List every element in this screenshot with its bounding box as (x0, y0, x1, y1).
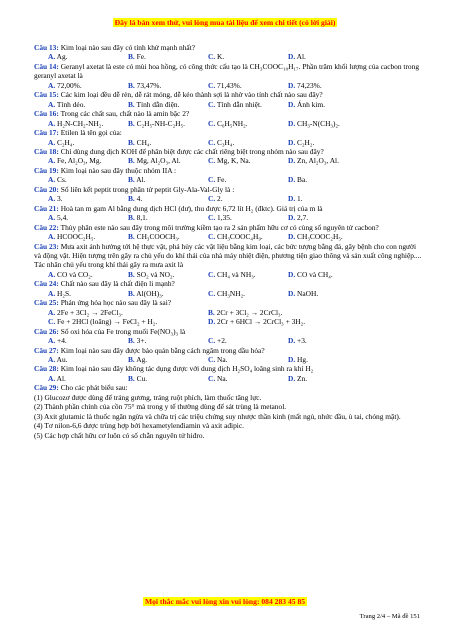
question-stem (34, 279, 422, 288)
question-number: Câu 15: (34, 90, 59, 100)
option-text: C₆H₅NH₂. (217, 118, 248, 128)
option-letter: A. (48, 194, 56, 204)
question-stem (34, 204, 422, 213)
option-text: Al. (136, 175, 146, 185)
answer-option (48, 232, 128, 241)
option-text: 2Fe + 3Cl₂ → 2FeCl₃. (57, 307, 123, 317)
option-text: CH₃COOC₂H₅. (297, 232, 343, 242)
answer-option (208, 175, 288, 184)
question-stem (34, 298, 422, 307)
answer-option (288, 81, 368, 90)
option-text: 72,00%. (57, 80, 82, 90)
answer-option (208, 194, 288, 203)
statement-item: (4) Tơ nilon-6,6 được trùng hợp bởi hexametylenđiamin và axit ađipic. (34, 421, 244, 431)
option-text: 73,47%. (136, 80, 162, 90)
option-text: Fe. (136, 52, 146, 62)
answer-options (34, 138, 422, 147)
option-letter: C. (208, 118, 216, 128)
question-number: Câu 14: (34, 61, 59, 71)
answer-option (48, 138, 128, 147)
answer-option (128, 194, 208, 203)
option-letter: D. (288, 99, 296, 109)
option-letter: B. (128, 288, 135, 298)
option-letter: D. (288, 80, 296, 90)
statement-item: (1) Glucozơ được dùng để tráng gương, tráng ruột phích, làm thuốc tăng lực. (34, 392, 262, 402)
option-text: Cs. (57, 175, 67, 185)
option-text: Na. (217, 373, 228, 383)
answer-options (34, 374, 422, 383)
answer-option (48, 194, 128, 203)
option-letter: B. (128, 156, 135, 166)
answer-option (48, 175, 128, 184)
question-number: Câu 25: (34, 298, 59, 308)
option-letter: B. (128, 232, 135, 242)
answer-option (128, 374, 208, 383)
question-text: Số liên kết peptit trong phân tử peptit Gly-Ala-Val-Gly là : (60, 184, 235, 194)
answer-option (48, 355, 128, 364)
question-number: Câu 22: (34, 222, 59, 232)
option-text: HCOOC₂H₅. (57, 232, 96, 242)
option-letter: A. (48, 373, 56, 383)
option-text: C₃H₄. (217, 137, 235, 147)
answer-option (288, 355, 368, 364)
option-letter: B. (128, 175, 135, 185)
option-text: 74,23%. (297, 80, 322, 90)
answer-option (48, 52, 128, 61)
question-stem (34, 43, 422, 52)
statement-item: (5) Các hợp chất hữu cơ luôn có số chẵn nguyên tử hiđro. (34, 430, 205, 440)
option-letter: B. (128, 269, 135, 279)
answer-option (48, 308, 208, 317)
option-letter: A. (48, 336, 56, 346)
question-stem (34, 62, 422, 81)
preview-notice-text: Đây là bản xem thử, vui lòng mua tài liệu để xem chi tiết (có lời giải) (114, 18, 336, 27)
question-number: Câu 20: (34, 184, 59, 194)
question-number: Câu 13: (34, 43, 59, 52)
question-text: Chỉ dùng dung dịch KOH để phân biệt được các chất riêng biệt trong nhóm nào sau đây? (60, 146, 324, 156)
option-text: CH₃COOCH₃. (136, 232, 180, 242)
answer-option (128, 232, 208, 241)
contact-notice-text: Mọi thắc mắc vui lòng xin vui lòng: 084 283 45 85 (144, 597, 306, 606)
option-text: 2,7. (297, 213, 309, 223)
question-number: Câu 29: (34, 383, 59, 393)
option-letter: B. (128, 354, 135, 364)
option-text: NaOH. (297, 288, 319, 298)
option-text: Fe, Al₂O₃, Mg. (57, 156, 102, 166)
option-letter: D. (208, 317, 216, 327)
option-letter: A. (48, 213, 56, 223)
option-text: H₂S. (57, 288, 71, 298)
answer-option (48, 119, 128, 128)
option-letter: B. (128, 213, 135, 223)
answer-options (34, 336, 422, 345)
answer-option (288, 336, 368, 345)
option-text: Cu. (136, 373, 148, 383)
answer-option (288, 100, 368, 109)
answer-option (208, 100, 288, 109)
question-stem (34, 327, 422, 336)
option-text: 2. (217, 194, 223, 204)
question-text: Etilen là tên gọi của: (60, 128, 122, 138)
question-number: Câu 21: (34, 203, 59, 213)
answer-option (208, 270, 288, 279)
option-letter: C. (208, 52, 216, 62)
option-letter: C. (208, 336, 216, 346)
option-letter: C. (208, 269, 216, 279)
option-text: CH₄ và NH₃. (217, 269, 256, 279)
question-stem (34, 223, 422, 232)
answer-option (208, 81, 288, 90)
question-number: Câu 19: (34, 165, 59, 175)
option-letter: D. (288, 269, 296, 279)
answer-option (288, 175, 368, 184)
question-number: Câu 27: (34, 345, 59, 355)
answer-options (34, 52, 422, 61)
option-letter: B. (128, 373, 135, 383)
question-text: Kim loại nào sau đây không tác dụng được với dung dịch H₂SO₄ loãng sinh ra khí H₂ (60, 364, 314, 374)
option-text: 1. (297, 194, 303, 204)
answer-option (128, 100, 208, 109)
question-stem (34, 242, 422, 270)
option-text: SO₂ và NO₂. (136, 269, 175, 279)
answer-option (48, 81, 128, 90)
option-letter: A. (48, 307, 56, 317)
answer-options (34, 308, 422, 327)
option-letter: D. (288, 288, 296, 298)
option-letter: C. (208, 194, 216, 204)
option-text: CO và CO₂. (57, 269, 93, 279)
option-letter: D. (288, 354, 296, 364)
option-text: CH₃COOC₄H₉. (217, 232, 263, 242)
option-letter: A. (48, 156, 56, 166)
option-text: CH₃NH₂. (217, 288, 245, 298)
option-text: 1,35. (217, 213, 232, 223)
question-number: Câu 28: (34, 364, 59, 374)
option-text: +4. (57, 336, 67, 346)
option-letter: D. (288, 373, 296, 383)
option-text: Na. (217, 354, 228, 364)
option-letter: D. (288, 137, 296, 147)
answer-options (34, 355, 422, 364)
answer-option (288, 138, 368, 147)
option-letter: C. (208, 288, 216, 298)
option-text: Tính dẻo. (56, 99, 86, 109)
option-letter: B. (208, 307, 215, 317)
answer-option (128, 336, 208, 345)
answer-option (288, 374, 368, 383)
option-text: C₂H₅-NH-C₂H₅. (136, 118, 185, 128)
option-text: Fe + 2HCl (loãng) → FeCl₂ + H₂. (57, 317, 158, 327)
question-stem (34, 383, 422, 392)
question-stem (34, 166, 422, 175)
answer-option (288, 119, 368, 128)
question-number: Câu 18: (34, 146, 59, 156)
answer-option (208, 336, 288, 345)
answer-option (48, 156, 128, 165)
option-text: 3. (57, 194, 63, 204)
answer-options (34, 289, 422, 298)
answer-option (288, 270, 368, 279)
option-text: Fe. (217, 175, 227, 185)
option-text: Tính dẫn điện. (136, 99, 180, 109)
question-number: Câu 24: (34, 279, 59, 289)
answer-option (208, 374, 288, 383)
answer-options (34, 213, 422, 222)
answer-option (128, 138, 208, 147)
answer-option (208, 355, 288, 364)
option-letter: C. (208, 175, 216, 185)
option-letter: C. (208, 80, 216, 90)
answer-option (48, 289, 128, 298)
answer-option (128, 81, 208, 90)
option-letter: D. (288, 52, 296, 62)
question-list (34, 43, 422, 440)
answer-option (288, 52, 368, 61)
question-text: Phản ứng hóa học nào sau đây là sai? (60, 298, 172, 308)
answer-options (34, 232, 422, 241)
option-text: Mg, Al₂O₃, Al. (136, 156, 181, 166)
answer-option (128, 175, 208, 184)
question-text: Thủy phân este nào sau đây trong môi trường kiềm tạo ra 2 sản phẩm hữu cơ có cùng số nguyên tử cacbon? (60, 222, 379, 232)
question-stem (34, 90, 422, 99)
option-text: 3+. (136, 336, 147, 346)
answer-option (48, 100, 128, 109)
option-letter: C. (208, 99, 216, 109)
option-letter: B. (128, 137, 135, 147)
option-letter: A. (48, 354, 56, 364)
answer-option (208, 289, 288, 298)
option-text: Ba. (297, 175, 308, 185)
option-letter: C. (208, 354, 216, 364)
question-text: Kim loại nào sau đây có tính khử mạnh nhất? (60, 43, 196, 52)
answer-options (34, 156, 422, 165)
option-letter: A. (48, 137, 56, 147)
option-letter: D. (288, 213, 296, 223)
option-text: +2. (217, 336, 227, 346)
option-letter: C. (208, 137, 216, 147)
option-text: H₂N-CH₂-NH₂. (57, 118, 104, 128)
question-text: Cho các phát biểu sau: (60, 383, 128, 393)
answer-option (48, 374, 128, 383)
option-text: Al. (296, 52, 306, 62)
option-text: Mg, K, Na. (217, 156, 251, 166)
option-letter: D. (288, 336, 296, 346)
option-text: Au. (56, 354, 68, 364)
answer-options (34, 194, 422, 203)
answer-option (128, 156, 208, 165)
option-text: 2Cr + 3Cl₂ → 2CrCl₃. (216, 307, 283, 317)
option-text: C₂H₄. (57, 137, 75, 147)
answer-option (288, 232, 368, 241)
answer-option (208, 317, 368, 326)
option-letter: D. (288, 175, 296, 185)
answer-options (34, 175, 422, 184)
option-letter: D. (288, 194, 296, 204)
option-letter: A. (48, 288, 56, 298)
question-text: Geranyl axetat là este có mùi hoa hồng, có công thức cấu tạo là CH₃COOC₁₀H₁₇. Phần trăm khối lượng của cacbon trong geranyl axetat là (34, 61, 420, 81)
question-text: Mưa axit ảnh hưởng tới hệ thực vật, phá hủy các vật liệu bằng kim loại, các bức tượng bằng đá, gây bệnh cho con người và động vật. Hiện tượng trên gây ra chủ yếu do khí thải của nhà máy nhiệt điện, phương tiện giao thông và sản xuất công nghiệp.... Tác nhân chủ yếu trong khí thải gây ra mưa axit là (34, 241, 422, 270)
statement-item: (3) Axit glutamic là thuốc ngăn ngừa và chữa trị các triệu chứng suy nhược thần kinh (mất ngủ, nhức đầu, ù tai, chóng mặt). (34, 411, 401, 421)
option-letter: A. (48, 118, 56, 128)
option-letter: D. (288, 232, 296, 242)
question-number: Câu 26: (34, 326, 59, 336)
answer-option (208, 232, 288, 241)
option-letter: A. (48, 175, 56, 185)
option-text: Hg. (297, 354, 308, 364)
option-text: 8,1. (136, 213, 148, 223)
answer-option (288, 194, 368, 203)
answer-options (34, 100, 422, 109)
option-text: C₂H₂. (297, 137, 315, 147)
page-number: Trang 2/4 – Mã đề 151 (359, 613, 420, 620)
preview-notice-banner (0, 18, 450, 28)
answer-option (128, 213, 208, 222)
answer-options (34, 119, 422, 128)
option-text: 2Cr + 6HCl → 2CrCl₃ + 3H₂. (217, 317, 306, 327)
option-text: Ag. (56, 52, 68, 62)
question-text: Kim loại nào sau đây thuộc nhóm IIA : (60, 165, 177, 175)
answer-option (48, 317, 208, 326)
option-text: 4. (136, 194, 143, 204)
answer-option (208, 308, 368, 317)
statement-item: (2) Thành phần chính của cồn 75° mà trong y tế thường dùng để sát trùng là metanol. (34, 402, 287, 412)
answer-options (34, 81, 422, 90)
answer-option (128, 289, 208, 298)
answer-options (34, 270, 422, 279)
answer-option (48, 213, 128, 222)
question-stem (34, 147, 422, 156)
option-text: CH₄. (136, 137, 152, 147)
answer-option (288, 213, 368, 222)
answer-option (288, 156, 368, 165)
option-letter: B. (128, 80, 135, 90)
question-stem (34, 364, 422, 373)
option-letter: A. (48, 269, 56, 279)
answer-option (288, 289, 368, 298)
option-text: 5,4. (57, 213, 69, 223)
option-letter: C. (48, 317, 56, 327)
option-letter: B. (128, 336, 135, 346)
answer-option (208, 138, 288, 147)
option-text: CO và CH₄. (297, 269, 333, 279)
option-letter: A. (48, 99, 56, 109)
question-number: Câu 23: (34, 241, 59, 251)
answer-option (48, 336, 128, 345)
answer-option (208, 213, 288, 222)
option-letter: B. (128, 118, 135, 128)
option-text: CH₃-N(CH₃)₂. (297, 118, 340, 128)
question-stem (34, 109, 422, 118)
option-text: 71,43%. (217, 80, 242, 90)
option-letter: C. (208, 156, 216, 166)
answer-option (208, 52, 288, 61)
option-letter: B. (128, 52, 135, 62)
option-letter: B. (128, 194, 135, 204)
question-text: Chất nào sau đây là chất điện li mạnh? (60, 279, 175, 289)
option-letter: C. (208, 232, 216, 242)
question-stem (34, 128, 422, 137)
option-text: Tính dẫn nhiệt. (216, 99, 262, 109)
option-text: Zn. (297, 373, 308, 383)
answer-option (128, 52, 208, 61)
answer-option (208, 119, 288, 128)
option-text: Al. (56, 373, 66, 383)
answer-option (208, 156, 288, 165)
option-text: Al(OH)₃. (136, 288, 164, 298)
question-number: Câu 16: (34, 109, 59, 119)
option-letter: A. (48, 52, 56, 62)
contact-notice-banner (0, 597, 450, 607)
option-letter: D. (288, 118, 296, 128)
option-letter: B. (128, 99, 135, 109)
question-text: Trong các chất sau, chất nào là amin bậc 2? (60, 109, 190, 119)
question-text: Kim loại nào sau đây được bảo quản bằng cách ngâm trong dầu hỏa? (60, 345, 265, 355)
option-letter: C. (208, 373, 216, 383)
option-letter: D. (288, 156, 296, 166)
option-letter: A. (48, 232, 56, 242)
option-letter: A. (48, 80, 56, 90)
answer-option (128, 355, 208, 364)
question-number: Câu 17: (34, 128, 59, 138)
question-text: Các kim loại đều dễ rèn, dễ rát mỏng, dễ kéo thành sợi là nhờ vào tính chất nào sau đây? (60, 90, 323, 100)
question-stem (34, 346, 422, 355)
answer-option (128, 270, 208, 279)
option-letter: C. (208, 213, 216, 223)
answer-option (48, 270, 128, 279)
option-text: Zn, Al₂O₃, Al. (297, 156, 339, 166)
question-text: Số oxi hóa của Fe trong muối Fe(NO₃)₃ là (60, 326, 186, 336)
option-text: Ag. (136, 354, 148, 364)
option-text: Ánh kim. (297, 99, 325, 109)
question-text: Hoà tan m gam Al bằng dung dịch HCl (dư), thu được 6,72 lít H₂ (đktc). Giá trị của m là (60, 203, 323, 213)
option-text: K. (217, 52, 225, 62)
answer-option (128, 119, 208, 128)
question-stem (34, 185, 422, 194)
option-text: +3. (297, 336, 307, 346)
